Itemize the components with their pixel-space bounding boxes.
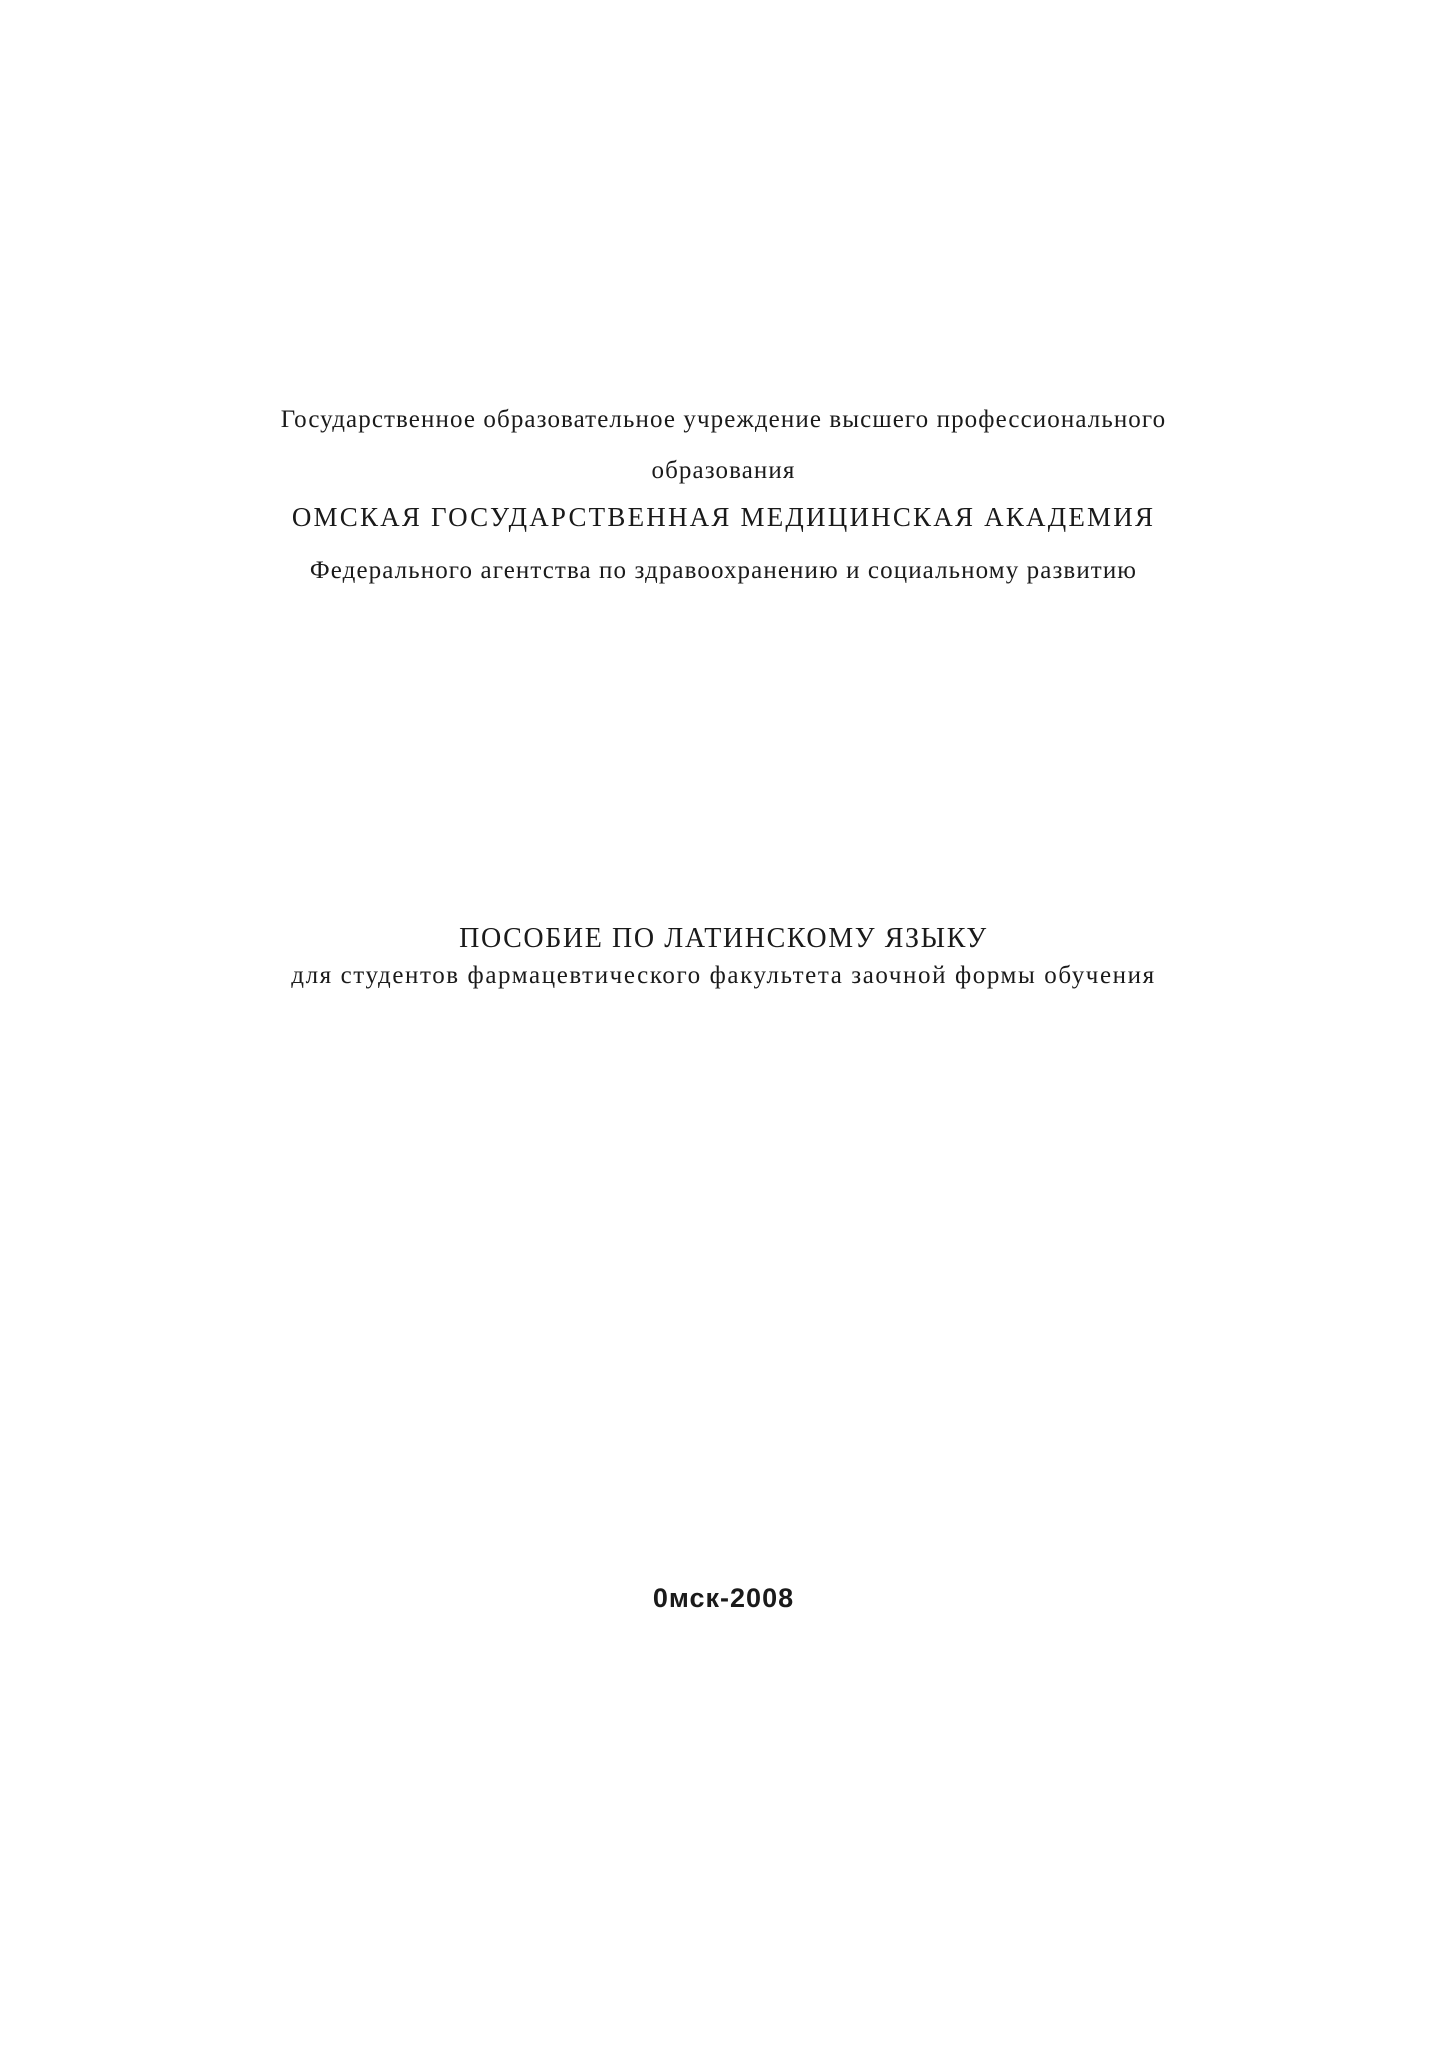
document-subtitle: для студентов фармацевтического факультета заочной формы обучения <box>291 962 1156 989</box>
document-title: ПОСОБИЕ ПО ЛАТИНСКОМУ ЯЗЫКУ <box>459 923 988 954</box>
agency-name: Федерального агентства по здравоохранению и социальному развитию <box>309 557 1138 584</box>
institution-line-1: Государственное образовательное учреждение высшего профессионального <box>280 406 1167 433</box>
academy-name: ОМСКАЯ ГОСУДАРСТВЕННАЯ МЕДИЦИНСКАЯ АКАДЕМИЯ <box>291 502 1156 532</box>
place-and-year: 0мск-2008 <box>652 1583 795 1613</box>
institution-line-2: образования <box>651 457 796 484</box>
